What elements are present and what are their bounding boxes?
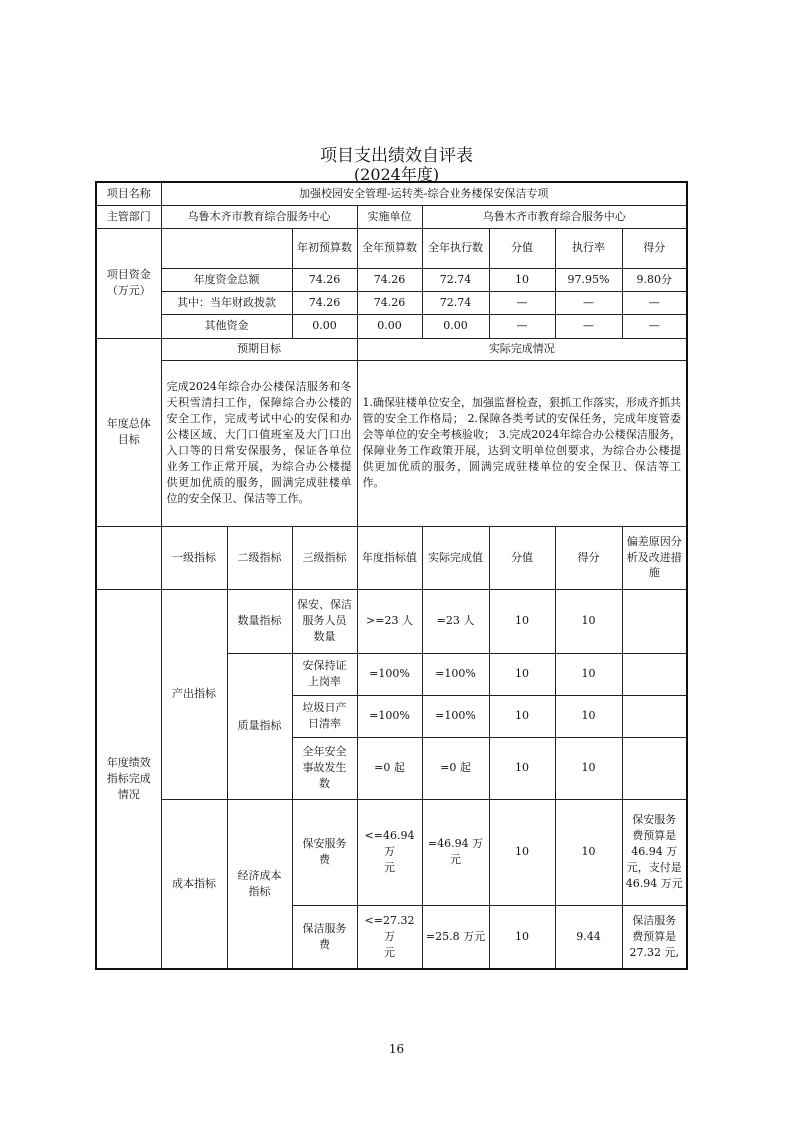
- funds-cell: 74.26: [357, 291, 422, 314]
- indicator-target: <=46.94 万 元: [357, 799, 422, 905]
- funds-header: 得分: [622, 228, 687, 268]
- funds-cell: 9.80分: [622, 268, 687, 291]
- funds-cell: 74.26: [292, 268, 357, 291]
- indicator-header-blank: [96, 526, 161, 589]
- indicator-actual: =100%: [422, 695, 489, 737]
- indicator-note: [622, 737, 687, 799]
- indicator-target: =0 起: [357, 737, 422, 799]
- indicator-target: =100%: [357, 653, 422, 695]
- funds-cell: —: [622, 291, 687, 314]
- output-indicator-label: 产出指标: [161, 589, 227, 799]
- indicator-name: 保洁服务 费: [292, 905, 357, 969]
- indicator-got: 10: [555, 737, 622, 799]
- expected-goal-header: 预期目标: [161, 338, 357, 360]
- indicator-got: 10: [555, 589, 622, 653]
- indicator-actual: =46.94 万 元: [422, 799, 489, 905]
- project-name: 加强校园安全管理-运转类-综合业务楼保安保洁专项: [161, 182, 687, 205]
- funds-header: 全年执行数: [422, 228, 489, 268]
- funds-header: 全年预算数: [357, 228, 422, 268]
- funds-cell: 0.00: [357, 314, 422, 338]
- funds-header: 年初预算数: [292, 228, 357, 268]
- funds-cell: —: [489, 314, 555, 338]
- indicator-header: 偏差原因分析及改进措施: [622, 526, 687, 589]
- indicator-header: 二级指标: [227, 526, 292, 589]
- indicator-header: 得分: [555, 526, 622, 589]
- impl-label: 实施单位: [357, 205, 422, 228]
- goals-label: 年度总体 目标: [96, 338, 161, 526]
- indicator-name: 保安服务 费: [292, 799, 357, 905]
- funds-cell: 10: [489, 268, 555, 291]
- page-number: 16: [388, 1042, 405, 1056]
- indicator-header: 实际完成值: [422, 526, 489, 589]
- indicator-header: 三级指标: [292, 526, 357, 589]
- indicator-target: >=23 人: [357, 589, 422, 653]
- indicator-header: 分值: [489, 526, 555, 589]
- indicator-actual: =23 人: [422, 589, 489, 653]
- indicator-note: [622, 589, 687, 653]
- indicator-got: 10: [555, 695, 622, 737]
- dept-label: 主管部门: [96, 205, 161, 228]
- funds-cell: —: [555, 291, 622, 314]
- funds-header: 分值: [489, 228, 555, 268]
- indicators-label: 年度绩效 指标完成 情况: [96, 589, 161, 969]
- funds-cell: 74.26: [292, 291, 357, 314]
- indicator-score: 10: [489, 737, 555, 799]
- funds-cell: 72.74: [422, 268, 489, 291]
- indicator-score: 10: [489, 695, 555, 737]
- funds-cell: 0.00: [422, 314, 489, 338]
- expected-goal-text: 完成2024年综合办公楼保洁服务和冬天积雪清扫工作，保障综合办公楼的安全工作，完成考试中心的安保和办公楼区域、大门口值班室及大门口出入口等的日常安保服务，保证各单位业务工作正常开展，为综合办公楼提供更加优质的服务，圆满完成驻楼单位的安全保卫、保洁等工作。: [161, 360, 357, 526]
- dept-value: 乌鲁木齐市教育综合服务中心: [161, 205, 357, 228]
- page-title: 项目支出绩效自评表: [320, 146, 473, 166]
- page-subtitle: (2024年度): [353, 165, 440, 184]
- funds-row-label: 年度资金总额: [161, 268, 292, 291]
- indicator-score: 10: [489, 589, 555, 653]
- funds-header: 执行率: [555, 228, 622, 268]
- funds-cell: 72.74: [422, 291, 489, 314]
- funds-label: 项目资金 （万元）: [96, 228, 161, 338]
- funds-cell: —: [489, 291, 555, 314]
- indicator-got: 10: [555, 653, 622, 695]
- project-name-label: 项目名称: [96, 182, 161, 205]
- quantity-indicator-label: 数量指标: [227, 589, 292, 653]
- funds-cell: 0.00: [292, 314, 357, 338]
- indicator-note: 保安服务 费预算是 46.94 万 元，支付是 46.94 万元: [622, 799, 687, 905]
- indicator-actual: =0 起: [422, 737, 489, 799]
- economic-cost-label: 经济成本 指标: [227, 799, 292, 969]
- impl-value: 乌鲁木齐市教育综合服务中心: [422, 205, 687, 228]
- funds-row-label: 其他资金: [161, 314, 292, 338]
- actual-result-text: 1.确保驻楼单位安全，加强监督检查，狠抓工作落实，形成齐抓共管的安全工作格局； 2.保障各类考试的安保任务，完成年度管委会等单位的安全考核验收； 3.完成2024年综合办公楼保洁服务，保障业务工作政策开展，达到文明单位创要求，为综合办公楼提供更加优质的服务，圆满完成驻楼单位的安全保卫、保洁等工作。: [357, 360, 687, 526]
- indicator-score: 10: [489, 653, 555, 695]
- indicator-header: 一级指标: [161, 526, 227, 589]
- cost-indicator-label: 成本指标: [161, 799, 227, 969]
- funds-cell: 74.26: [357, 268, 422, 291]
- indicator-note: [622, 695, 687, 737]
- indicator-name: 保安、保洁 服务人员 数量: [292, 589, 357, 653]
- indicator-note: 保洁服务 费预算是 27.32 元,: [622, 905, 687, 969]
- funds-row-label: 其中：当年财政拨款: [161, 291, 292, 314]
- indicator-score: 10: [489, 905, 555, 969]
- indicator-actual: =25.8 万元: [422, 905, 489, 969]
- funds-cell: 97.95%: [555, 268, 622, 291]
- indicator-target: =100%: [357, 695, 422, 737]
- indicator-target: <=27.32 万 元: [357, 905, 422, 969]
- evaluation-table: [95, 181, 688, 970]
- quality-indicator-label: 质量指标: [227, 653, 292, 799]
- indicator-actual: =100%: [422, 653, 489, 695]
- indicator-header: 年度指标值: [357, 526, 422, 589]
- funds-cell: —: [622, 314, 687, 338]
- indicator-got: 10: [555, 799, 622, 905]
- funds-header-blank: [161, 228, 292, 268]
- indicator-score: 10: [489, 799, 555, 905]
- indicator-name: 垃圾日产 日清率: [292, 695, 357, 737]
- indicator-name: 全年安全 事故发生 数: [292, 737, 357, 799]
- indicator-name: 安保持证 上岗率: [292, 653, 357, 695]
- funds-cell: —: [555, 314, 622, 338]
- actual-result-header: 实际完成情况: [357, 338, 687, 360]
- indicator-got: 9.44: [555, 905, 622, 969]
- indicator-note: [622, 653, 687, 695]
